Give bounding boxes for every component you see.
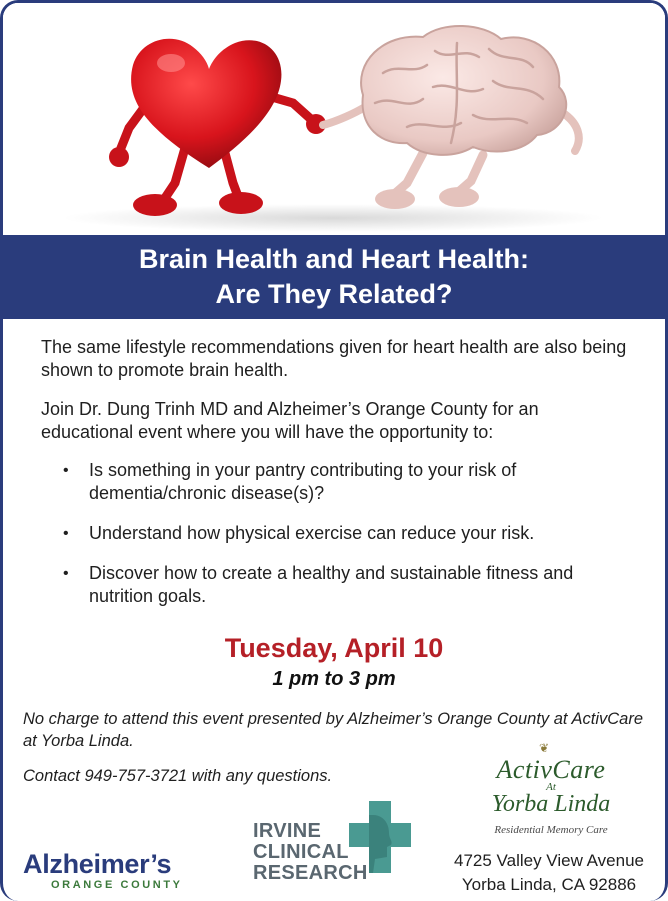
title-line-1: Brain Health and Heart Health: [138, 244, 530, 274]
contact-line: Contact 949-757-3721 with any questions. [23, 767, 333, 785]
event-date: Tuesday, April 10 [224, 633, 444, 663]
alzheimers-subtitle: ORANGE COUNTY [51, 879, 183, 891]
medical-cross-icon [349, 801, 411, 873]
irvine-line-1: IRVINE [253, 820, 322, 842]
intro-paragraph-1: The same lifestyle recommendations given for heart health are also being shown to promote brain health. [41, 337, 627, 380]
venue-address [433, 849, 665, 897]
alzheimers-name: Alzheimer’s [23, 849, 172, 879]
list-item: • Discover how to create a healthy and sustainable fitness and nutrition goals. [63, 562, 623, 608]
title-line-2: Are They Related? [215, 279, 453, 309]
opportunity-list [63, 459, 623, 625]
list-item: • Understand how physical exercise can reduce your risk. [63, 522, 623, 545]
address-line-1: 4725 Valley View Avenue [454, 851, 644, 870]
irvine-line-3: RESEARCH [253, 862, 368, 884]
irvine-line-2: CLINICAL [253, 841, 349, 863]
activcare-subtitle: Residential Memory Care [494, 824, 608, 836]
attendance-note: No charge to attend this event presented by Alzheimer’s Orange County at ActivCare at Yorba Linda. [23, 710, 643, 750]
activcare-logo [451, 741, 651, 836]
list-item: • Is something in your pantry contributing to your risk of dementia/chronic disease(s)? [63, 459, 623, 505]
activcare-brand: ActivCare [496, 755, 606, 784]
alzheimers-logo [23, 849, 223, 891]
irvine-clinical-research-logo [253, 801, 423, 891]
address-line-2: Yorba Linda, CA 92886 [461, 875, 637, 894]
intro-paragraph-2: Join Dr. Dung Trinh MD and Alzheimer’s Orange County for an educational event where you will have the opportunity to: [41, 399, 539, 442]
activcare-place: Yorba Linda [491, 791, 611, 817]
event-time: 1 pm to 3 pm [272, 668, 396, 690]
heart-and-brain-illustration [3, 3, 665, 235]
hero-illustration [3, 3, 665, 235]
activcare-at: At [546, 781, 556, 793]
leaf-icon: ❦ [539, 741, 550, 755]
title-banner [3, 235, 665, 319]
